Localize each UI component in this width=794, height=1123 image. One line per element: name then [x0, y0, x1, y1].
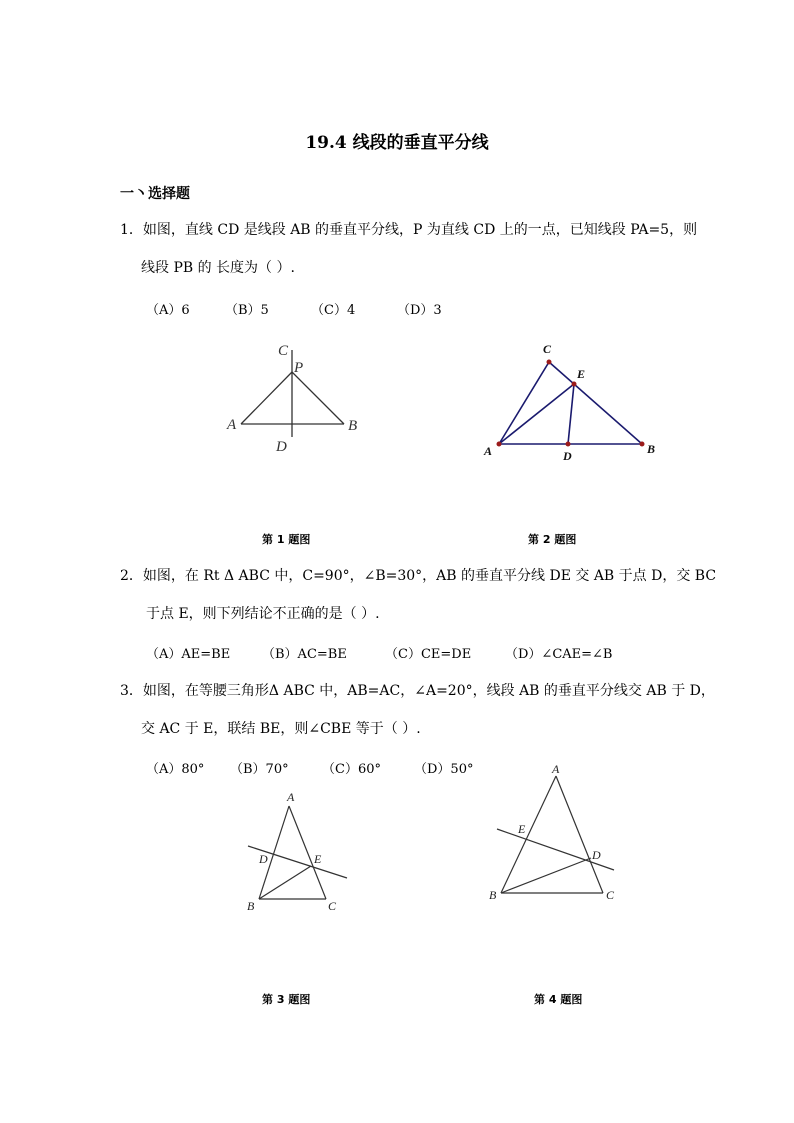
fig1-label-b: B — [348, 418, 358, 434]
fig2-segment-ac — [499, 362, 549, 444]
fig3-label-d: D — [259, 852, 268, 866]
figure-2-caption: 第 2 题图 — [528, 533, 577, 546]
fig4-segment-ab — [501, 776, 556, 893]
fig4-label-c: C — [606, 888, 615, 902]
fig2-point-d — [566, 442, 571, 447]
fig2-segment-ed — [568, 384, 574, 444]
fig1-label-d: D — [276, 439, 287, 455]
question-3-line-1: 3．如图，在等腰三角形Δ ABC 中，AB=AC，∠A=20°，线段 AB 的垂直平分线交 AB 于 D， — [120, 683, 715, 699]
question-2-option-b: （B）AC=BE — [262, 647, 347, 662]
fig2-point-e — [572, 382, 577, 387]
fig4-label-b: B — [489, 888, 497, 902]
fig1-segment-pb — [292, 372, 344, 424]
fig2-label-c: C — [543, 342, 552, 356]
fig2-label-b: B — [647, 442, 656, 456]
fig4-label-d: D — [592, 848, 601, 862]
fig2-point-a — [497, 442, 502, 447]
question-2-option-c: （C）CE=DE — [385, 647, 472, 662]
question-1-option-c: （C）4 — [311, 303, 356, 318]
fig4-segment-bd — [501, 858, 591, 893]
fig2-label-d: D — [563, 449, 572, 463]
question-1-option-d: （D）3 — [397, 303, 442, 318]
figure-1-caption: 第 1 题图 — [262, 533, 311, 546]
question-2-option-d: （D）∠CAE=∠B — [505, 647, 613, 662]
fig2-point-b — [640, 442, 645, 447]
fig3-segment-ab — [259, 806, 289, 899]
fig2-segment-ae — [499, 384, 574, 444]
fig3-segment-ac — [289, 806, 326, 899]
fig3-label-c: C — [328, 899, 337, 913]
fig2-label-e: E — [577, 367, 586, 381]
question-2-line-1: 2．如图，在 Rt Δ ABC 中，C=90°，∠B=30°，AB 的垂直平分线 DE 交 AB 于点 D，交 BC — [120, 568, 717, 584]
fig3-segment-be — [259, 866, 311, 899]
fig1-label-c: C — [278, 343, 289, 359]
question-3-option-c: （C）60° — [322, 762, 381, 777]
figure-4-caption: 第 4 题图 — [534, 993, 583, 1006]
fig2-label-a: A — [484, 444, 493, 458]
fig4-segment-ac — [556, 776, 603, 893]
fig2-point-c — [547, 360, 552, 365]
fig1-label-p: P — [294, 360, 304, 376]
question-3-option-a: （A）80° — [146, 762, 205, 777]
fig4-perpendicular-bisector — [497, 829, 614, 870]
fig3-label-b: B — [247, 899, 255, 913]
fig3-label-a: A — [287, 790, 295, 804]
question-1-option-a: （A）6 — [146, 303, 190, 318]
figure-3-caption: 第 3 题图 — [262, 993, 311, 1006]
question-1-option-b: （B）5 — [225, 303, 269, 318]
fig4-label-a: A — [552, 762, 560, 776]
question-1-line-2: 线段 PB 的 长度为（ ）. — [141, 260, 295, 276]
question-2-option-a: （A）AE=BE — [146, 647, 231, 662]
question-3-option-b: （B）70° — [230, 762, 289, 777]
fig1-segment-pa — [241, 372, 292, 424]
question-1-line-1: 1．如图，直线 CD 是线段 AB 的垂直平分线，P 为直线 CD 上的一点，已知线段 PA=5，则 — [120, 222, 698, 238]
fig1-label-a: A — [227, 417, 237, 433]
fig4-label-e: E — [518, 822, 526, 836]
question-2-line-2: 于点 E，则下列结论不正确的是（ ）. — [146, 606, 380, 622]
fig2-segment-cb — [549, 362, 642, 444]
fig3-label-e: E — [314, 852, 322, 866]
question-3-option-d: （D）50° — [414, 762, 474, 777]
question-3-line-2: 交 AC 于 E，联结 BE，则∠CBE 等于（ ）. — [141, 721, 421, 737]
page-title: 19.4 线段的垂直平分线 — [305, 133, 489, 153]
fig3-perpendicular-bisector — [248, 846, 347, 878]
section-heading: 一丶选择题 — [120, 186, 190, 202]
